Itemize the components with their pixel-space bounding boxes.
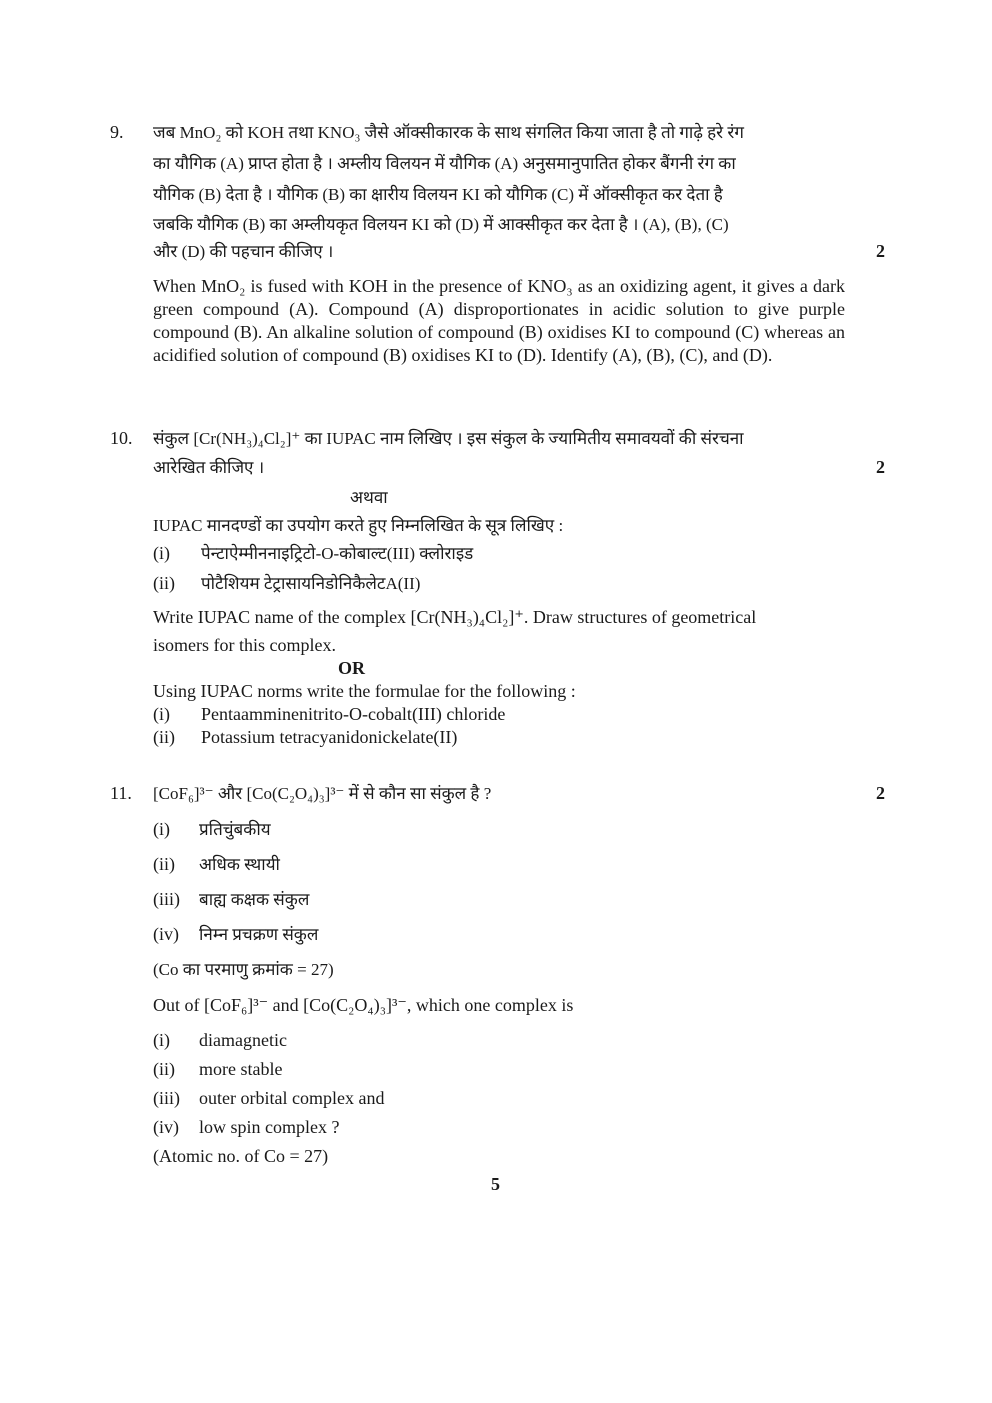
marks: 2 (876, 783, 885, 803)
page-number: 5 (491, 1174, 500, 1194)
english-or: OR (338, 658, 365, 678)
q9-hindi-line-5: और (D) की पहचान कीजिए । (153, 242, 334, 261)
item-roman: (iv) (153, 1117, 179, 1137)
item-text: more stable (199, 1059, 283, 1079)
item-roman: (iii) (153, 1088, 180, 1108)
question-number: 9. (110, 122, 124, 142)
item-text: बाह्य कक्षक संकुल (199, 890, 310, 909)
item-roman: (iii) (153, 889, 180, 909)
item-roman: (ii) (153, 854, 175, 874)
q10-hindi-instruction: IUPAC मानदण्डों का उपयोग करते हुए निम्नलिखित के सूत्र लिखिए : (153, 516, 564, 535)
q9-english-text: When MnO₂ is fused with KOH in the presence of KNO₃ as an oxidizing agent, it gives a dark green compound (A). Compound (A) disproportionates in acidic solution to give purple compound (B). An alkaline solution of compound (B) oxidises KI to compound (C) whereas an acidified solution of compound (B) oxidises KI to (D). Identify (A), (B), (C), and (D). (153, 276, 845, 365)
q10-hindi-line-1: संकुल [Cr(NH₃)₄Cl₂]⁺ का IUPAC नाम लिखिए । इस संकुल के ज्यामितीय समावयवों की संरचना (153, 429, 744, 448)
q11-hindi-stem: [CoF₆]³⁻ और [Co(C₂O₄)₃]³⁻ में से कौन सा संकुल है ? (153, 784, 492, 803)
marks: 2 (876, 241, 885, 261)
item-roman: (i) (153, 819, 170, 839)
item-text: पेन्टाऐम्मीननाइट्रिटो-O-कोबाल्ट(III) क्लोराइड (201, 544, 474, 563)
hindi-or: अथवा (350, 488, 388, 507)
item-roman: (ii) (153, 727, 175, 747)
q11-english-stem: Out of [CoF₆]³⁻ and [Co(C₂O₄)₃]³⁻, which one complex is (153, 995, 574, 1015)
question-number: 11. (110, 783, 132, 803)
item-roman: (ii) (153, 1059, 175, 1079)
q9-hindi-line-1: जब MnO₂ को KOH तथा KNO₃ जैसे ऑक्सीकारक के साथ संगलित किया जाता है तो गाढ़े हरे रंग (153, 123, 744, 142)
item-text: प्रतिचुंबकीय (199, 820, 271, 839)
question-number: 10. (110, 428, 133, 448)
item-roman: (i) (153, 704, 170, 724)
item-text: outer orbital complex and (199, 1088, 385, 1108)
q10-english-instruction: Using IUPAC norms write the formulae for the following : (153, 681, 576, 701)
item-text: पोटैशियम टेट्रासायनिडोनिकैलेटA(II) (201, 574, 421, 593)
item-roman: (ii) (153, 573, 175, 593)
item-text: low spin complex ? (199, 1117, 340, 1137)
q11-hindi-note: (Co का परमाणु क्रमांक = 27) (153, 960, 334, 979)
item-roman: (iv) (153, 924, 179, 944)
item-roman: (i) (153, 1030, 170, 1050)
item-roman: (i) (153, 543, 170, 563)
q9-hindi-line-4: जबकि यौगिक (B) का अम्लीयकृत विलयन KI को (D) में आक्सीकृत कर देता है । (A), (B), (C) (153, 215, 729, 234)
q9-hindi-line-3: यौगिक (B) देता है । यौगिक (B) का क्षारीय विलयन KI को यौगिक (C) में ऑक्सीकृत कर देता है (153, 185, 723, 204)
q10-english-line-2: isomers for this complex. (153, 635, 336, 655)
item-text: diamagnetic (199, 1030, 287, 1050)
q10-english-line-1: Write IUPAC name of the complex [Cr(NH₃)₄Cl₂]⁺. Draw structures of geometrical (153, 607, 757, 627)
item-text: Pentaamminenitrito-O-cobalt(III) chloride (201, 704, 506, 724)
item-text: Potassium tetracyanidonickelate(II) (201, 727, 458, 747)
item-text: निम्न प्रचक्रण संकुल (199, 925, 319, 944)
item-text: अधिक स्थायी (199, 855, 280, 874)
marks: 2 (876, 457, 885, 477)
q11-english-note: (Atomic no. of Co = 27) (153, 1146, 329, 1166)
q10-hindi-line-2: आरेखित कीजिए । (153, 458, 265, 477)
q9-hindi-line-2: का यौगिक (A) प्राप्त होता है । अम्लीय विलयन में यौगिक (A) अनुसमानुपातित होकर बैंगनी रंग का (153, 154, 736, 173)
